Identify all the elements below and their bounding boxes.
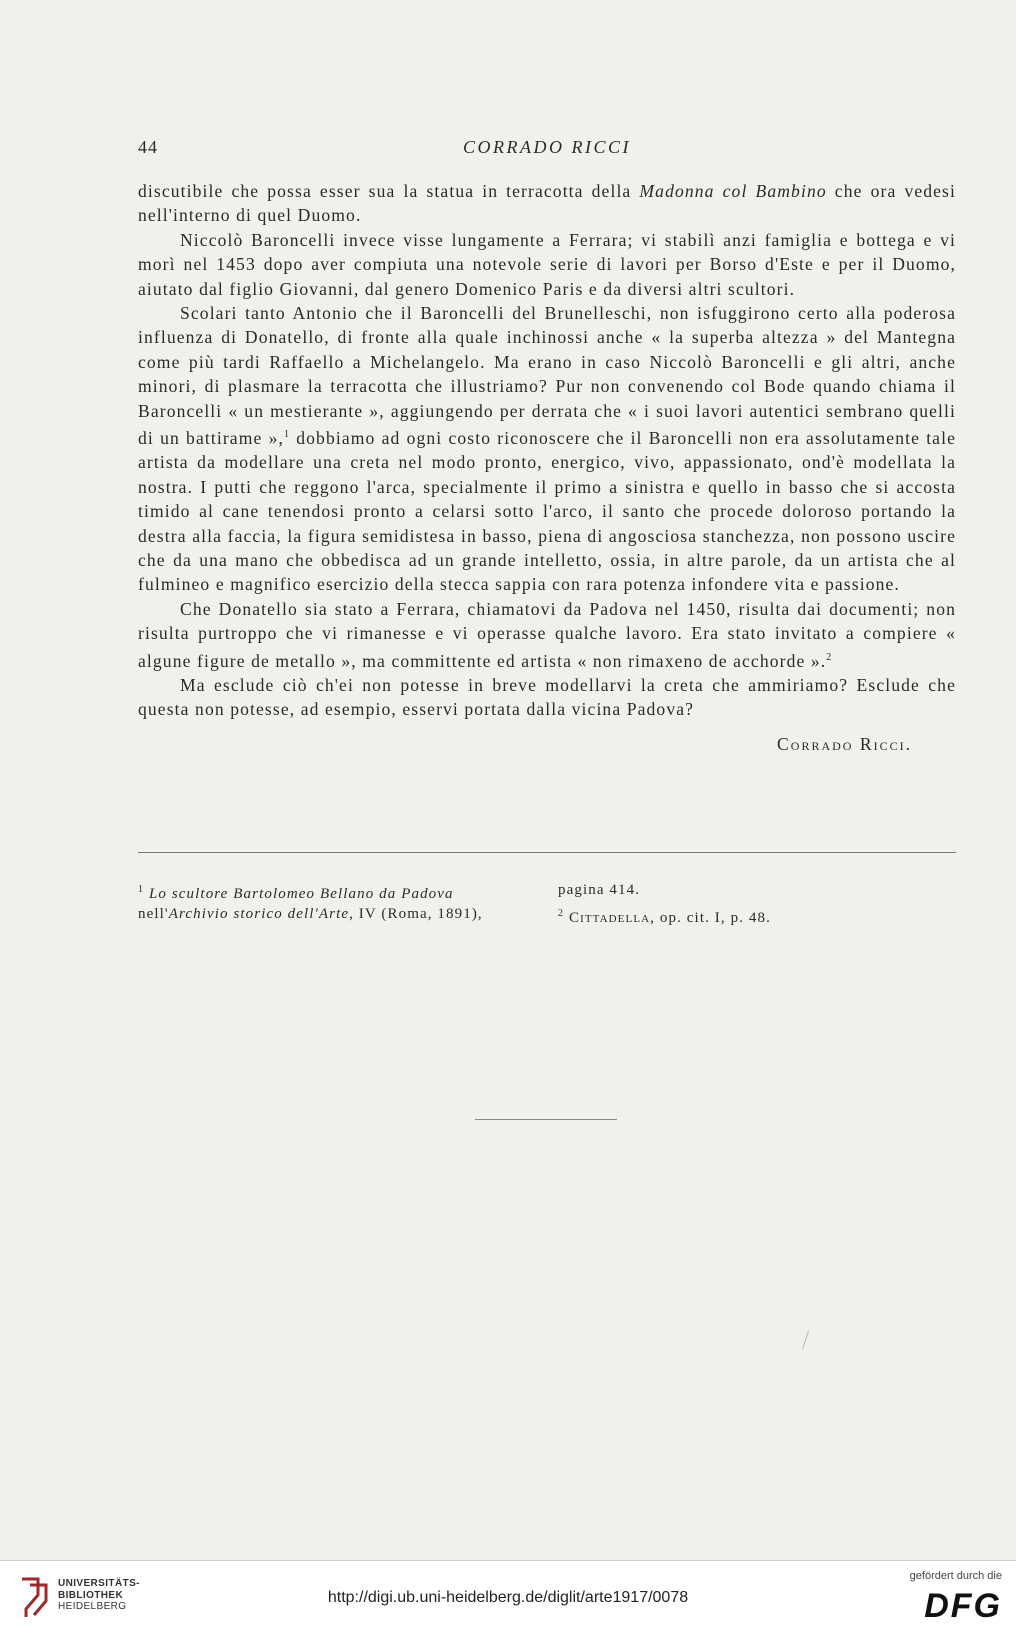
footnote-2-author: Cittadella — [568, 910, 651, 926]
library-line-1: UNIVERSITÄTS- — [58, 1578, 140, 1589]
footnote-2-citation: , op. cit. I, p. 48. — [650, 910, 771, 926]
footnote-ref-2: 2 — [826, 651, 833, 663]
paragraph-3-text-b: dobbiamo ad ogni costo riconoscere che il Baroncelli non era assolutamente tale artista da modellare una creta nel modo pronto, energico, vivo, appassionato, ond'è modellata la nostra. I putti che reggono l'arca, specialmente il primo a sinistra e quello in basso che si accosta timido al cane tenendosi pronto a celarsi sotto l'arco, il santo che procede doloroso portando la destra alla faccia, la figura semidistesa in basso, piena di angosciosa stanchezza, non possono uscire che da una mano che obbedisca ad un grande intelletto, ossia, in altre parole, da un artista che al fulmineo e magnifico esercizio della stecca sappia con rara potenza infondere vita e passione. — [138, 427, 956, 595]
footnote-1-page: pagina 414. — [558, 882, 641, 898]
paragraph-3 — [138, 301, 956, 597]
footnote-1-volume: , IV (Roma, 1891), — [349, 906, 483, 922]
footnotes — [138, 878, 956, 926]
footnote-1-prefix: nell' — [138, 906, 169, 922]
paragraph-1-text-b: che ora vedesi nell'interno di quel Duomo. — [138, 181, 956, 226]
footnote-line-1 — [138, 878, 956, 902]
viewer-footer — [0, 1560, 1016, 1635]
paragraph-5: Ma esclude ciò ch'ei non potesse in breve modellarvi la creta che ammiriamo? Esclude che questa non potesse, ad esempio, esservi portata dalla vicina Padova? — [138, 674, 956, 720]
scan-mark — [802, 1330, 809, 1349]
page-header — [138, 137, 956, 163]
paragraph-1 — [138, 179, 956, 228]
dfg-logo: DFG — [924, 1587, 1002, 1625]
footnote-ref-1: 1 — [283, 429, 291, 441]
footnote-line-2 — [138, 902, 956, 926]
paragraph-1-text-a: discutibile che possa esser sua la statua in terracotta della — [138, 181, 640, 201]
running-head: CORRADO RICCI — [463, 137, 631, 157]
paragraph-4-text: Che Donatello sia stato a Ferrara, chiamatovi da Padova nel 1450, risulta dai documenti; non risulta purtroppo che vi rimanesse e vi operasse qualche lavoro. Era stato invitato a compiere « algune figure de metallo », ma committente ed artista « non rimaxeno de acchorde ». — [138, 598, 956, 671]
article-body — [138, 179, 956, 756]
footnote-2 — [558, 902, 771, 930]
footnote-1-source — [138, 902, 483, 926]
paragraph-3-text-a: Scolari tanto Antonio che il Baroncelli del Brunelleschi, non isfuggirono certo alla poderosa influenza di Donatello, di fronte alla quale inchinossi anche « la superba altezza » del Mantegna come più tardi Raffaello a Michelangelo. Ma erano in caso Niccolò Baroncelli e gli altri, anche minori, di plasmare la terracotta che illustriamo? Pur non convenendo col Bode quando chiama il Baroncelli « un mestierante », aggiungendo per derrata che « i suoi lavori autentici sembrano quelli di un battirame », — [138, 303, 956, 448]
library-line-2: BIBLIOTHEK — [58, 1589, 124, 1601]
page-number: 44 — [138, 137, 158, 157]
paragraph-2: Niccolò Baroncelli invece visse lungamente a Ferrara; vi stabilì anzi famiglia e bottega e vi morì nel 1453 dopo aver compiuta una notevole serie di lavori per Borso d'Este e per il Duomo, aiutato dal figlio Giovanni, dal genero Domenico Paris e da diversi altri scultori. — [138, 229, 956, 299]
footnote-1-journal: Archivio storico dell'Arte — [168, 906, 350, 922]
permalink[interactable]: http://digi.ub.uni-heidelberg.de/diglit/arte1917/0078 — [327, 1589, 689, 1606]
library-line-3: HEIDELBERG — [58, 1601, 127, 1612]
footnote-1-title: Lo scultore Bartolomeo Bellano da Padova — [148, 886, 454, 902]
footnote-1-marker: 1 — [138, 884, 145, 895]
author-signature: Corrado Ricci. — [777, 733, 912, 754]
footnote-divider — [138, 852, 956, 853]
footnote-2-marker: 2 — [558, 908, 565, 919]
artwork-title: Madonna col Bambino — [639, 181, 827, 201]
end-rule — [475, 1119, 617, 1120]
funding-label: gefördert durch die — [909, 1570, 1002, 1582]
paragraph-4 — [138, 597, 956, 673]
